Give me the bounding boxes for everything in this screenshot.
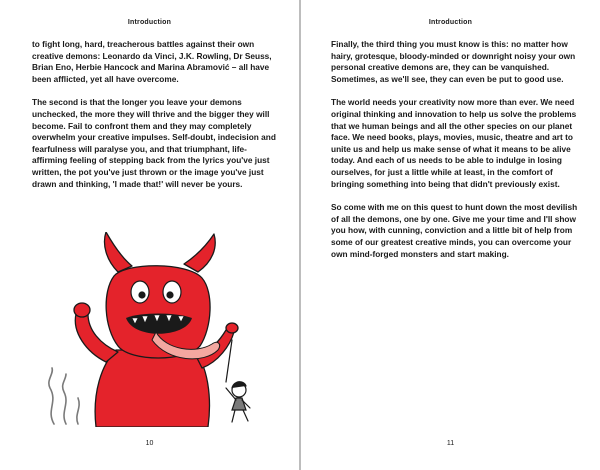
right-paragraph-3: So come with me on this quest to hunt down the most devilish of all the demons, one by one. Give me your time and I'll show you how, with cunning, conviction and a little bit of help from some of our greatest creative minds, you can overcome your own mind-forged monsters and start making. <box>331 202 578 259</box>
right-paragraph-1: Finally, the third thing you must know is this: no matter how hairy, grotesque, bloody-minded or downright noisy your own personal creative demons are, they can be vanquished. Sometimes, as we'll see, they can even be put to good use. <box>331 39 576 84</box>
left-page <box>0 0 299 470</box>
left-page-body <box>32 39 277 202</box>
right-page-body <box>331 39 578 272</box>
tiny-hero <box>226 340 250 422</box>
demon-illustration <box>36 232 266 427</box>
left-page-number: 10 <box>145 440 154 447</box>
left-running-head: Introduction <box>127 19 172 26</box>
left-paragraph-2: The second is that the longer you leave your demons unchecked, the more they will thrive and the bigger they will become. Fail to confront them and they may completely overwhelm your creative impulses. Self-doubt, indecision and fearfulness will paralyse you, and that triumphant, life-affirming feeling of stepping back from the lyrics you've just written, the pot you've just thrown or the image you've just drawn and thinking, 'I made that!' will never be yours. <box>32 97 276 189</box>
right-page <box>301 0 600 470</box>
right-paragraph-2: The world needs your creativity now more than ever. We need original thinking and innovation to help us solve the problems that we human beings and all the other species on our planet face. We need books, plays, movies, music, theatre and art to unite us and help us make sense of what it means to be alive today. And each of us needs to be able to indulge in losing ourselves, for just a little while at least, in the comfort of bringing something into being that didn't previously exist. <box>331 97 577 189</box>
right-page-number: 11 <box>446 440 455 447</box>
left-paragraph-1: to fight long, hard, treacherous battles against their own creative demons: Leonardo da Vinci, J.K. Rowling, Dr Seuss, Brian Eno, Herbie Hancock and Marina Abramović – all have been afflicted, yet all have overcome. <box>32 39 272 84</box>
right-running-head: Introduction <box>428 19 473 26</box>
